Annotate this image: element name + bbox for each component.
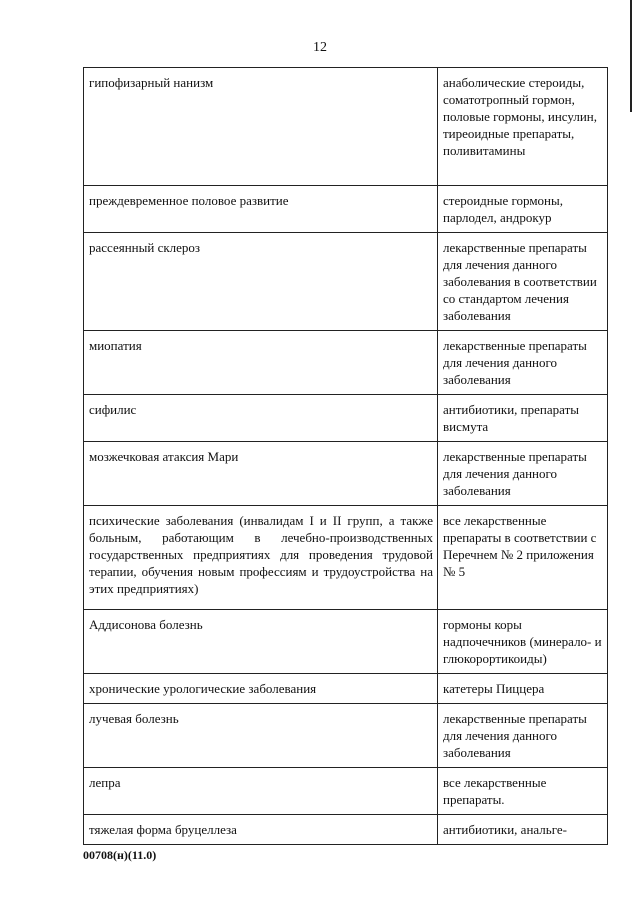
- table-row: [84, 815, 608, 845]
- disease-cell: миопатия: [84, 331, 438, 395]
- drug-cell: все лекарственные препараты.: [438, 768, 608, 815]
- disease-cell: преждевременное половое развитие: [84, 186, 438, 233]
- table-row: [84, 442, 608, 506]
- disease-cell: сифилис: [84, 395, 438, 442]
- drug-cell: лекарственные препараты для лечения данного заболевания: [438, 442, 608, 506]
- table-row: [84, 506, 608, 610]
- disease-cell: гипофизарный нанизм: [84, 68, 438, 186]
- disease-cell: психические заболевания (инвалидам I и II групп, а также больным, работающим в лечебно-производственных государственных предприятиях для проведения трудовой терапии, обучения новым профессиям и трудоустройства на этих предприятиях): [84, 506, 438, 610]
- document-code: 00708(н)(11.0): [83, 848, 157, 862]
- table-row: [84, 395, 608, 442]
- disease-cell: Аддисонова болезнь: [84, 610, 438, 674]
- table-row: [84, 186, 608, 233]
- table-row: [84, 610, 608, 674]
- table-row: [84, 674, 608, 704]
- drug-cell: лекарственные препараты для лечения данного заболевания в соответствии со стандартом лечения заболевания: [438, 233, 608, 331]
- drug-cell: анаболические стероиды, соматотропный гормон, половые гормоны, инсулин, тиреоидные препараты, поливитамины: [438, 68, 608, 186]
- disease-cell: лепра: [84, 768, 438, 815]
- drug-cell: лекарственные препараты для лечения данного заболевания: [438, 331, 608, 395]
- drug-cell: лекарственные препараты для лечения данного заболевания: [438, 704, 608, 768]
- table-row: [84, 68, 608, 186]
- drug-cell: антибиотики, препараты висмута: [438, 395, 608, 442]
- drug-cell: стероидные гормоны, парлодел, андрокур: [438, 186, 608, 233]
- disease-cell: хронические урологические заболевания: [84, 674, 438, 704]
- disease-drug-table: [83, 67, 608, 845]
- drug-cell: антибиотики, анальге-: [438, 815, 608, 845]
- scan-edge-line: [630, 0, 632, 112]
- table-row: [84, 704, 608, 768]
- disease-cell: тяжелая форма бруцеллеза: [84, 815, 438, 845]
- table-row: [84, 768, 608, 815]
- disease-cell: мозжечковая атаксия Мари: [84, 442, 438, 506]
- table-row: [84, 331, 608, 395]
- drug-cell: катетеры Пиццера: [438, 674, 608, 704]
- disease-cell: рассеянный склероз: [84, 233, 438, 331]
- page-number: 12: [313, 40, 327, 55]
- disease-cell: лучевая болезнь: [84, 704, 438, 768]
- drug-cell: все лекарственные препараты в соответствии с Перечнем № 2 приложения № 5: [438, 506, 608, 610]
- table-row: [84, 233, 608, 331]
- drug-cell: гормоны коры надпочечников (минерало- и глюкорортикоиды): [438, 610, 608, 674]
